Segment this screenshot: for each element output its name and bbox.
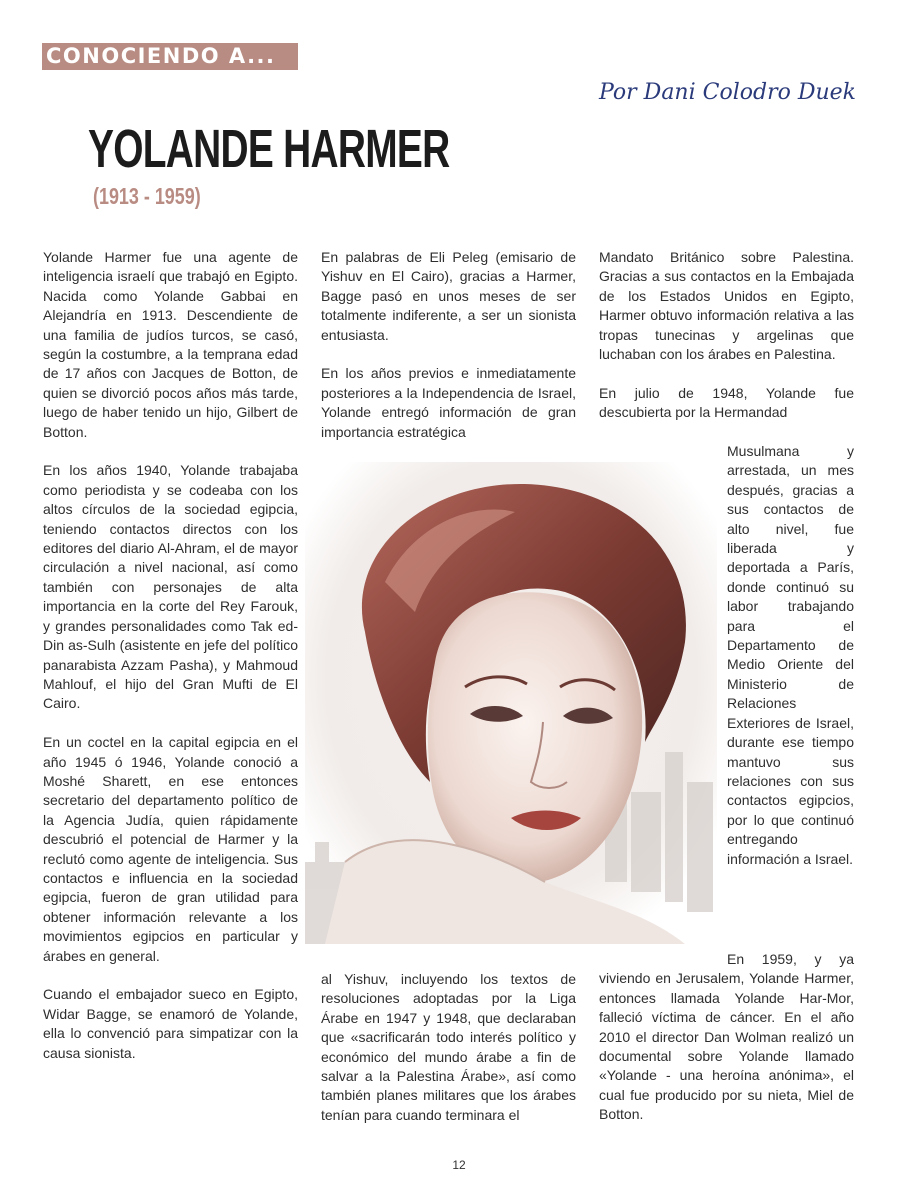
column-3-top: [599, 248, 854, 423]
paragraph: al Yishuv, incluyendo los textos de resoluciones adoptadas por la Liga Árabe en 1947 y 1948, que declaraban que «sacrificarán todo interés político y económico del mundo árabe a fin de salvar a la Palestina Árabe», así como también planes militares que los árabes tenían para cuando terminara el: [321, 971, 576, 1123]
article-title: YOLANDE HARMER: [88, 119, 450, 179]
column-2-bottom: [321, 970, 576, 1125]
paragraph: Musulmana y arrestada, un mes después, gracias a sus contactos de alto nivel, fue liberada y deportada a París, donde continuó su labor trabajando para el Departamento de Medio Oriente del Ministerio de Relaciones Exteriores de Israel, durante ese tiempo mantuvo sus relaciones con sus contactos egipcios, por lo que continuó entregando información a Israel.: [727, 443, 854, 867]
paragraph: En 1959, y ya viviendo en Jerusalem, Yolande Harmer, entonces llamada Yolande Har-Mor, falleció víctima de cáncer. En el año 2010 el director Dan Wolman realizó un documental sobre Yolande llamado «Yolande - una heroína anónima», el cual fue producido por su nieta, Miel de Botton.: [599, 951, 854, 1123]
paragraph: Yolande Harmer fue una agente de inteligencia israelí que trabajó en Egipto. Nacida como Yolande Gabbai en Alejandría en 1913. Descendiente de una familia de judíos turcos, se casó, según la costumbre, a la temprana edad de 17 años con Jacques de Botton, de quien se divorció pocos años más tarde, luego de haber tenido un hijo, Gilbert de Botton.: [43, 249, 298, 440]
paragraph: En los años 1940, Yolande trabajaba como periodista y se codeaba con los altos círculos de la sociedad egipcia, teniendo contactos directos con los editores del diario Al-Ahram, el de mayor circulación a nivel nacional, así como también con personajes de alta importancia en la corte del Rey Farouk, y grandes personalidades como Tak ed-Din as-Sulh (asistente en jefe del político panarabista Azzam Pasha), y Mahmoud Mahlouf, el hijo del Gran Mufti de El Cairo.: [43, 462, 298, 712]
paragraph: En julio de 1948, Yolande fue descubierta por la Hermandad: [599, 384, 854, 421]
article-dates: (1913 - 1959): [93, 183, 201, 209]
portrait-photo: [305, 462, 717, 944]
column-3-narrow: [727, 442, 854, 869]
paragraph: En los años previos e inmediatamente posteriores a la Independencia de Israel, Yolande entregó información de gran importancia estratégica: [321, 365, 576, 440]
byline: Por Dani Colodro Duek: [599, 80, 856, 105]
column-3-bottom: [599, 950, 854, 1125]
paragraph: Mandato Británico sobre Palestina. Gracias a sus contactos en la Embajada de los Estados Unidos en Egipto, Harmer obtuvo información relativa a las tropas tunecinas y argelinas que luchaban con los árabes en Palestina.: [599, 249, 854, 363]
page-number: 12: [452, 1158, 466, 1172]
column-1: [43, 248, 298, 1063]
paragraph: En palabras de Eli Peleg (emisario de Yishuv en El Cairo), gracias a Harmer, Bagge pasó en unos meses de ser totalmente indiferente, a ser un sionista entusiasta.: [321, 249, 576, 343]
column-2-top: [321, 248, 576, 442]
section-tag: CONOCIENDO A...: [42, 43, 298, 70]
paragraph: Cuando el embajador sueco en Egipto, Widar Bagge, se enamoró de Yolande, ella lo convenció para simpatizar con la causa sionista.: [43, 986, 298, 1061]
paragraph: En un coctel en la capital egipcia en el año 1945 ó 1946, Yolande conoció a Moshé Sharett, en ese entonces secretario del departamento político de la Agencia Judía, quien rápidamente descubrió el potencial de Harmer y la reclutó como agente de inteligencia. Sus contactos e influencia en la sociedad egipcia, fueron de gran utilidad para obtener información relevante a los movimientos egipcios en particular y árabes en general.: [43, 734, 298, 964]
